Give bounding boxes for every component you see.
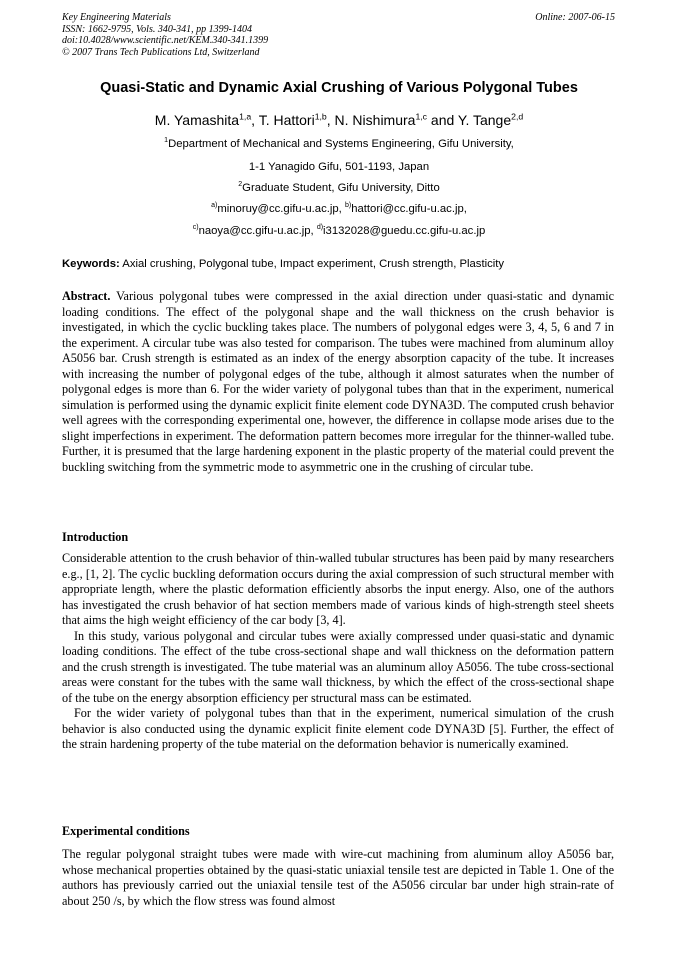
- keywords-label: Keywords:: [62, 258, 120, 270]
- abstract-text: Various polygonal tubes were compressed in the axial direction under quasi-static and dynamic loading conditions. The effect of the polygonal shape and the wall thickness on the crush behavior is investigated, in which the cyclic buckling takes place. The numbers of polygonal edges were 3, 4, 5, 6 and 7 in the experiment. A circular tube was also tested for comparison. The tubes were machined from aluminum alloy A5056 bar. Crush strength is estimated as an index of the energy absorption capacity of the tube. It increases with increasing the number of polygonal edges of the tube, although it almost saturates when the number of polygonal edges is more than 6. For the wider variety of polygonal tubes than that in the experiment, numerical simulation is performed using the dynamic explicit finite element code DYNA3D. The computed crush behavior well agrees with the corresponding experimental one, however, the difference in collapse mode arises due to the slight imperfections in experiment. The deformation pattern becomes more irregular for the thinner-walled tube. Further, it is presumed that the large hardening exponent in the plastic property of the material could prevent the buckling switching from the symmetric mode to asymmetric one in the crushing of circular tube.: [62, 289, 614, 474]
- paragraph: In this study, various polygonal and circular tubes were axially compressed under quasi-static and dynamic loading conditions. The effect of the tube cross-sectional shape and wall thickness on the deformation pattern and the crush strength is investigated. The tube material was an aluminum alloy A5056. The tube cross-sectional areas were constant for the tubes with the same wall thickness, by which the effect of the cross-sectional shape of the tube on the energy absorption efficiency per structural mass can be estimated.: [62, 628, 614, 705]
- online-date: Online: 2007-06-15: [535, 12, 615, 23]
- author-separator: ,: [251, 112, 259, 128]
- affiliation-text: Graduate Student, Gifu University, Ditto: [242, 182, 440, 194]
- experimental-heading: Experimental conditions: [62, 824, 190, 838]
- journal-issn: ISSN: 1662-9795, Vols. 340-341, pp 1399-1404: [62, 23, 252, 35]
- email-link[interactable]: hattori@cc.gifu-u.ac.jp,: [351, 203, 467, 215]
- email-link[interactable]: i3132028@guedu.cc.gifu-u.ac.jp: [323, 225, 486, 237]
- author: Y. Tange: [457, 112, 512, 128]
- author: N. Nishimura: [334, 112, 416, 128]
- affiliation-text: Department of Mechanical and Systems Engineering, Gifu University,: [168, 138, 514, 150]
- email-mark: d): [316, 224, 324, 232]
- author-affiliation-mark: 1,b: [314, 111, 327, 122]
- affiliation-1-line-2: 1-1 Yanagido Gifu, 501-1193, Japan: [248, 161, 430, 173]
- email-mark: a): [211, 202, 218, 210]
- email-link[interactable]: naoya@cc.gifu-u.ac.jp,: [198, 225, 317, 237]
- author-affiliation-mark: 1,a: [239, 111, 252, 122]
- author: T. Hattori: [258, 112, 315, 128]
- keywords-text: Axial crushing, Polygonal tube, Impact experiment, Crush strength, Plasticity: [119, 258, 505, 270]
- affiliation-2: [40, 182, 638, 194]
- journal-name: Key Engineering Materials: [62, 12, 171, 23]
- affiliation-mark: 1: [164, 137, 169, 145]
- journal-copyright: © 2007 Trans Tech Publications Ltd, Switzerland: [62, 46, 260, 58]
- author-separator: ,: [326, 112, 335, 128]
- paragraph: The regular polygonal straight tubes were made with wire-cut machining from aluminum alloy A5056 bar, whose mechanical properties obtained by the quasi-static uniaxial tensile test are depicted in Table 1. One of the authors has previously carried out the uniaxial tensile test of the A5056 circular bar under high strain-rate of about 250 /s, by which the flow stress was found almost: [62, 847, 614, 908]
- author: M. Yamashita: [154, 112, 240, 128]
- keywords: [62, 258, 618, 270]
- email-link[interactable]: minoruy@cc.gifu-u.ac.jp,: [217, 203, 345, 215]
- paragraph: For the wider variety of polygonal tubes than that in the experiment, numerical simulation of the crush behavior is also conducted using the dynamic explicit finite element code DYNA3D [5]. Further, the effect of the strain hardening property of the tube material on the deformation behavior is numerically examined.: [62, 706, 614, 751]
- abstract: [62, 289, 614, 475]
- journal-doi: doi:10.4028/www.scientific.net/KEM.340-341.1399: [62, 35, 269, 47]
- abstract-label: Abstract.: [62, 289, 111, 303]
- author-separator: and: [427, 112, 458, 128]
- experimental-body: [62, 847, 614, 909]
- introduction-heading: Introduction: [62, 530, 129, 544]
- journal-header: [62, 12, 268, 58]
- affiliation-1-line-1: [40, 138, 638, 150]
- email-mark: c): [192, 224, 199, 232]
- email-line-1: [40, 203, 638, 215]
- email-line-2: [40, 225, 638, 237]
- author-affiliation-mark: 1,c: [415, 111, 428, 122]
- author-list: [40, 112, 638, 128]
- introduction-body: [62, 551, 614, 753]
- email-mark: b): [344, 202, 352, 210]
- paper-title: Quasi-Static and Dynamic Axial Crushing of Various Polygonal Tubes: [100, 80, 578, 96]
- affiliation-mark: 2: [238, 181, 243, 189]
- author-affiliation-mark: 2,d: [511, 111, 524, 122]
- paragraph: Considerable attention to the crush behavior of thin-walled tubular structures has been paid by many researchers e.g., [1, 2]. The cyclic buckling deformation occurs during the axial compression of such structural member with appropriate length, where the plastic deformation efficiently absorbs the input energy. Also, one of the authors has investigated the crush behavior of hat section members made of various kinds of high-strength steel sheets that aims the high weight efficiency of the car body [3, 4].: [62, 551, 614, 627]
